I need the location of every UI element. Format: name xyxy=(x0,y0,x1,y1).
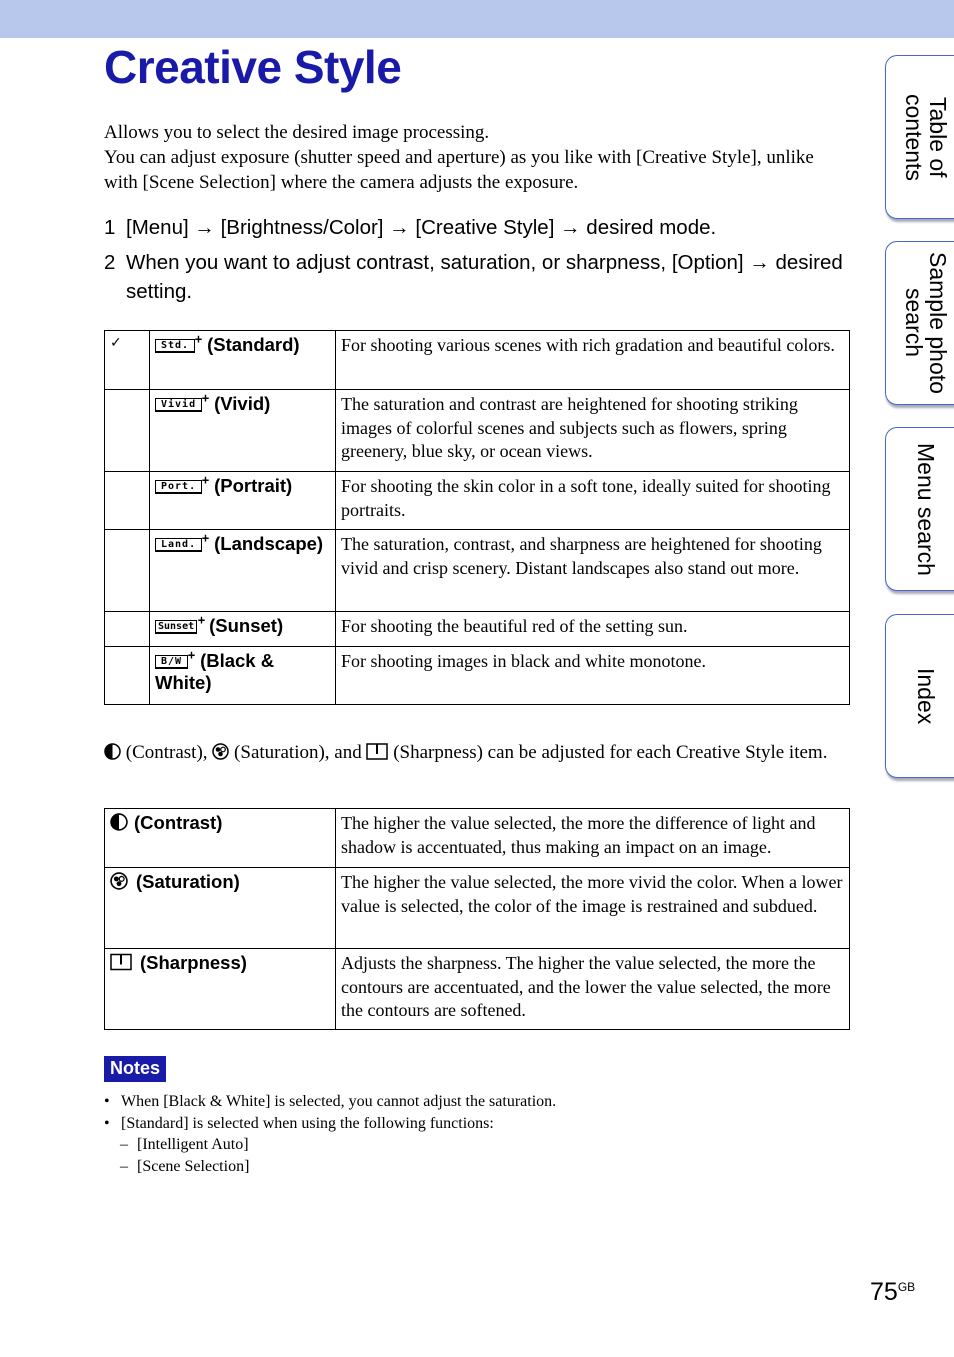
portrait-icon: Port. + xyxy=(155,480,202,494)
arrow-icon: → xyxy=(560,216,581,239)
style-description: For shooting various scenes with rich gradation and beautiful colors. xyxy=(336,331,850,390)
step-text: desired setting. xyxy=(126,251,843,303)
style-description: The saturation and contrast are heightened for shooting striking images of colorful scenes and subjects such as flowers, spring greenery, blue sky, or ocean views. xyxy=(336,390,850,472)
table-row xyxy=(105,530,850,612)
list-subitem: – [Intelligent Auto] xyxy=(120,1136,249,1153)
table-row xyxy=(105,868,850,949)
contrast-icon xyxy=(110,813,128,831)
adjustment-name-cell xyxy=(105,949,336,1030)
style-name: (Portrait) xyxy=(214,475,293,496)
tab-sample-photo-search[interactable] xyxy=(885,241,954,405)
style-name-cell xyxy=(150,331,336,390)
arrow-icon: → xyxy=(389,216,410,239)
step-2 xyxy=(104,248,844,306)
table-row xyxy=(105,949,850,1030)
adjustment-name-cell xyxy=(105,868,336,949)
std-icon: Std. + xyxy=(155,339,195,353)
adjustment-table xyxy=(104,808,850,1030)
saturation-icon xyxy=(110,872,128,890)
table-row xyxy=(105,331,850,390)
top-banner xyxy=(0,0,954,38)
tab-label: Index xyxy=(913,667,939,725)
step-number: 1 xyxy=(104,216,116,239)
arrow-icon: → xyxy=(749,251,770,274)
adjustment-description: The higher the value selected, the more vivid the color. When a lower value is selected, the color of the image is restrained and subdued. xyxy=(336,868,850,949)
style-name: (Landscape) xyxy=(214,533,324,554)
intro-line: Allows you to select the desired image processing. xyxy=(104,122,490,143)
saturation-icon xyxy=(212,743,229,760)
style-name: (Sunset) xyxy=(209,615,284,636)
step-text: desired mode. xyxy=(580,216,717,239)
style-name-cell xyxy=(150,530,336,612)
intro-line: You can adjust exposure (shutter speed and aperture) as you like with [Creative Style], unlike with [Scene Selection] where the camera adjusts the exposure. xyxy=(104,147,814,193)
adjustment-name-cell xyxy=(105,809,336,868)
tab-label: Sample photo search xyxy=(901,252,951,394)
style-description: For shooting the beautiful red of the setting sun. xyxy=(336,612,850,647)
black-white-icon: B/W + xyxy=(155,655,188,669)
intro-text xyxy=(104,120,844,195)
step-1 xyxy=(104,213,844,242)
style-name-cell xyxy=(150,647,336,705)
adjustment-name: (Saturation) xyxy=(136,871,240,892)
tab-menu-search[interactable] xyxy=(885,427,954,591)
adjustment-name: (Contrast) xyxy=(134,812,223,833)
list-subitem: – [Scene Selection] xyxy=(120,1157,250,1175)
tab-table-of-contents[interactable] xyxy=(885,55,954,219)
step-text: [Menu] xyxy=(126,216,195,239)
style-name: (Standard) xyxy=(207,334,300,355)
page-title: Creative Style xyxy=(104,41,402,93)
page-suffix: GB xyxy=(897,1280,916,1294)
notes-list xyxy=(104,1091,844,1177)
style-name-cell xyxy=(150,390,336,472)
contrast-icon xyxy=(104,743,121,760)
default-mark xyxy=(105,331,150,390)
list-item: • When [Black & White] is selected, you cannot adjust the saturation. xyxy=(104,1093,557,1110)
step-number: 2 xyxy=(104,251,116,274)
style-name: (Vivid) xyxy=(214,393,271,414)
adjust-note: (Contrast), (Saturation), and (Sharpness) can be adjusted for each Creative Style item. xyxy=(104,740,844,765)
steps xyxy=(104,213,844,312)
style-description: For shooting images in black and white monotone. xyxy=(336,647,850,705)
step-text: When you want to adjust contrast, saturation, or sharpness, [Option] xyxy=(126,251,750,274)
adjustment-description: The higher the value selected, the more the difference of light and shadow is accentuated, thus making an impact on an image. xyxy=(336,809,850,868)
tab-label: Table of contents xyxy=(901,93,951,181)
adjustment-name: (Sharpness) xyxy=(140,952,247,973)
style-name-cell xyxy=(150,612,336,647)
tab-label: Menu search xyxy=(913,442,939,576)
table-row xyxy=(105,612,850,647)
list-item: • [Standard] is selected when using the following functions: xyxy=(104,1114,494,1132)
vivid-icon: Vivid + xyxy=(155,398,202,412)
style-name-cell xyxy=(150,472,336,530)
table-row xyxy=(105,390,850,472)
table-row xyxy=(105,647,850,705)
sharpness-icon xyxy=(110,953,132,971)
style-description: For shooting the skin color in a soft tone, ideally suited for shooting portraits. xyxy=(336,472,850,530)
sunset-icon: Sunset + xyxy=(155,620,197,634)
adjustment-description: Adjusts the sharpness. The higher the value selected, the more the contours are accentuated, and the lower the value selected, the more the contours are softened. xyxy=(336,949,850,1030)
style-description: The saturation, contrast, and sharpness are heightened for shooting vivid and crisp scenery. Distant landscapes also stand out more. xyxy=(336,530,850,612)
arrow-icon: → xyxy=(194,216,215,239)
creative-style-table xyxy=(104,330,850,705)
table-row xyxy=(105,809,850,868)
style-name: (Black & White) xyxy=(155,650,275,693)
page-number: $75^{GB}$ xyxy=(870,1278,916,1306)
landscape-icon: Land. + xyxy=(155,538,202,552)
table-row xyxy=(105,472,850,530)
step-text: [Brightness/Color] xyxy=(214,216,390,239)
step-text: [Creative Style] xyxy=(409,216,561,239)
sharpness-icon xyxy=(366,743,388,760)
notes-label: Notes xyxy=(104,1056,166,1082)
tab-index[interactable] xyxy=(885,614,954,778)
checkmark-icon: ✓ xyxy=(110,335,122,351)
